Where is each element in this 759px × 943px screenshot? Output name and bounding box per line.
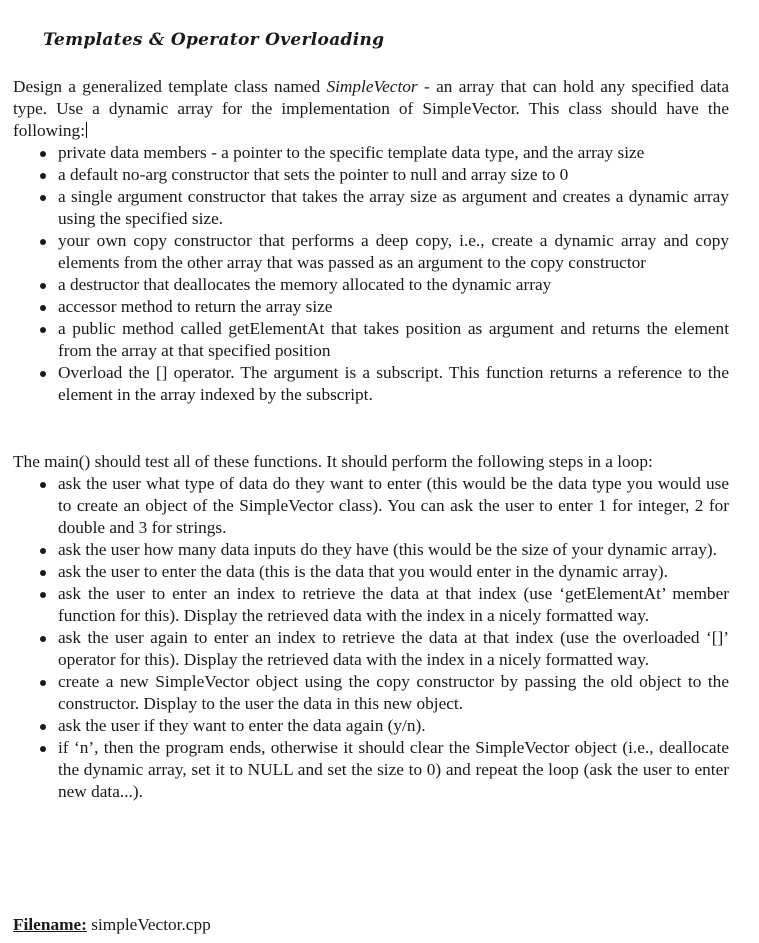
list-item: ask the user what type of data do they want to enter (this would be the data type you would use to create an object of the SimpleVector class). You can ask the user to enter 1 for integer, 2 for double and 3 for strings. xyxy=(13,473,729,539)
list-item: private data members - a pointer to the specific template data type, and the array size xyxy=(13,142,729,164)
filename-value: simpleVector.cpp xyxy=(91,915,211,934)
main-requirements xyxy=(13,451,729,803)
list-item: ask the user how many data inputs do they have (this would be the size of your dynamic array). xyxy=(13,539,729,561)
text-cursor xyxy=(86,122,87,138)
class-requirements-list xyxy=(13,142,729,406)
section-heading: Templates & Operator Overloading xyxy=(43,30,385,50)
list-item: a single argument constructor that takes the array size as argument and creates a dynamic array using the specified size. xyxy=(13,186,729,230)
list-item: a destructor that deallocates the memory allocated to the dynamic array xyxy=(13,274,729,296)
list-item: Overload the [] operator. The argument is a subscript. This function returns a reference to the element in the array indexed by the subscript. xyxy=(13,362,729,406)
list-item: a default no-arg constructor that sets the pointer to null and array size to 0 xyxy=(13,164,729,186)
class-name: SimpleVector xyxy=(326,77,418,96)
list-item: your own copy constructor that performs a deep copy, i.e., create a dynamic array and copy elements from the other array that was passed as an argument to the copy constructor xyxy=(13,230,729,274)
list-item: ask the user again to enter an index to retrieve the data at that index (use the overloaded ‘[]’ operator for this). Display the retrieved data with the index in a nicely formatted way. xyxy=(13,627,729,671)
filename-row xyxy=(13,914,211,936)
list-item: create a new SimpleVector object using the copy constructor by passing the old object to the constructor. Display to the user the data in this new object. xyxy=(13,671,729,715)
list-item: a public method called getElementAt that takes position as argument and returns the element from the array at that specified position xyxy=(13,318,729,362)
class-intro-before: Design a generalized template class named xyxy=(13,77,327,96)
class-requirements xyxy=(13,76,729,406)
class-intro-paragraph xyxy=(13,76,729,142)
list-item: ask the user to enter an index to retrieve the data at that index (use ‘getElementAt’ member function for this). Display the retrieved data with the index in a nicely formatted way. xyxy=(13,583,729,627)
list-item: if ‘n’, then the program ends, otherwise it should clear the SimpleVector object (i.e., deallocate the dynamic array, set it to NULL and set the size to 0) and repeat the loop (ask the user to enter new data...). xyxy=(13,737,729,803)
main-requirements-list xyxy=(13,473,729,803)
list-item: ask the user to enter the data (this is the data that you would enter in the dynamic array). xyxy=(13,561,729,583)
class-intro-after: - an array that can hold any specified data type. Use a dynamic array for the implementation of SimpleVector. This class should have the following: xyxy=(13,77,729,140)
main-intro-paragraph: The main() should test all of these functions. It should perform the following steps in a loop: xyxy=(13,452,653,471)
list-item: ask the user if they want to enter the data again (y/n). xyxy=(13,715,729,737)
list-item: accessor method to return the array size xyxy=(13,296,729,318)
filename-label: Filename: xyxy=(13,915,87,934)
